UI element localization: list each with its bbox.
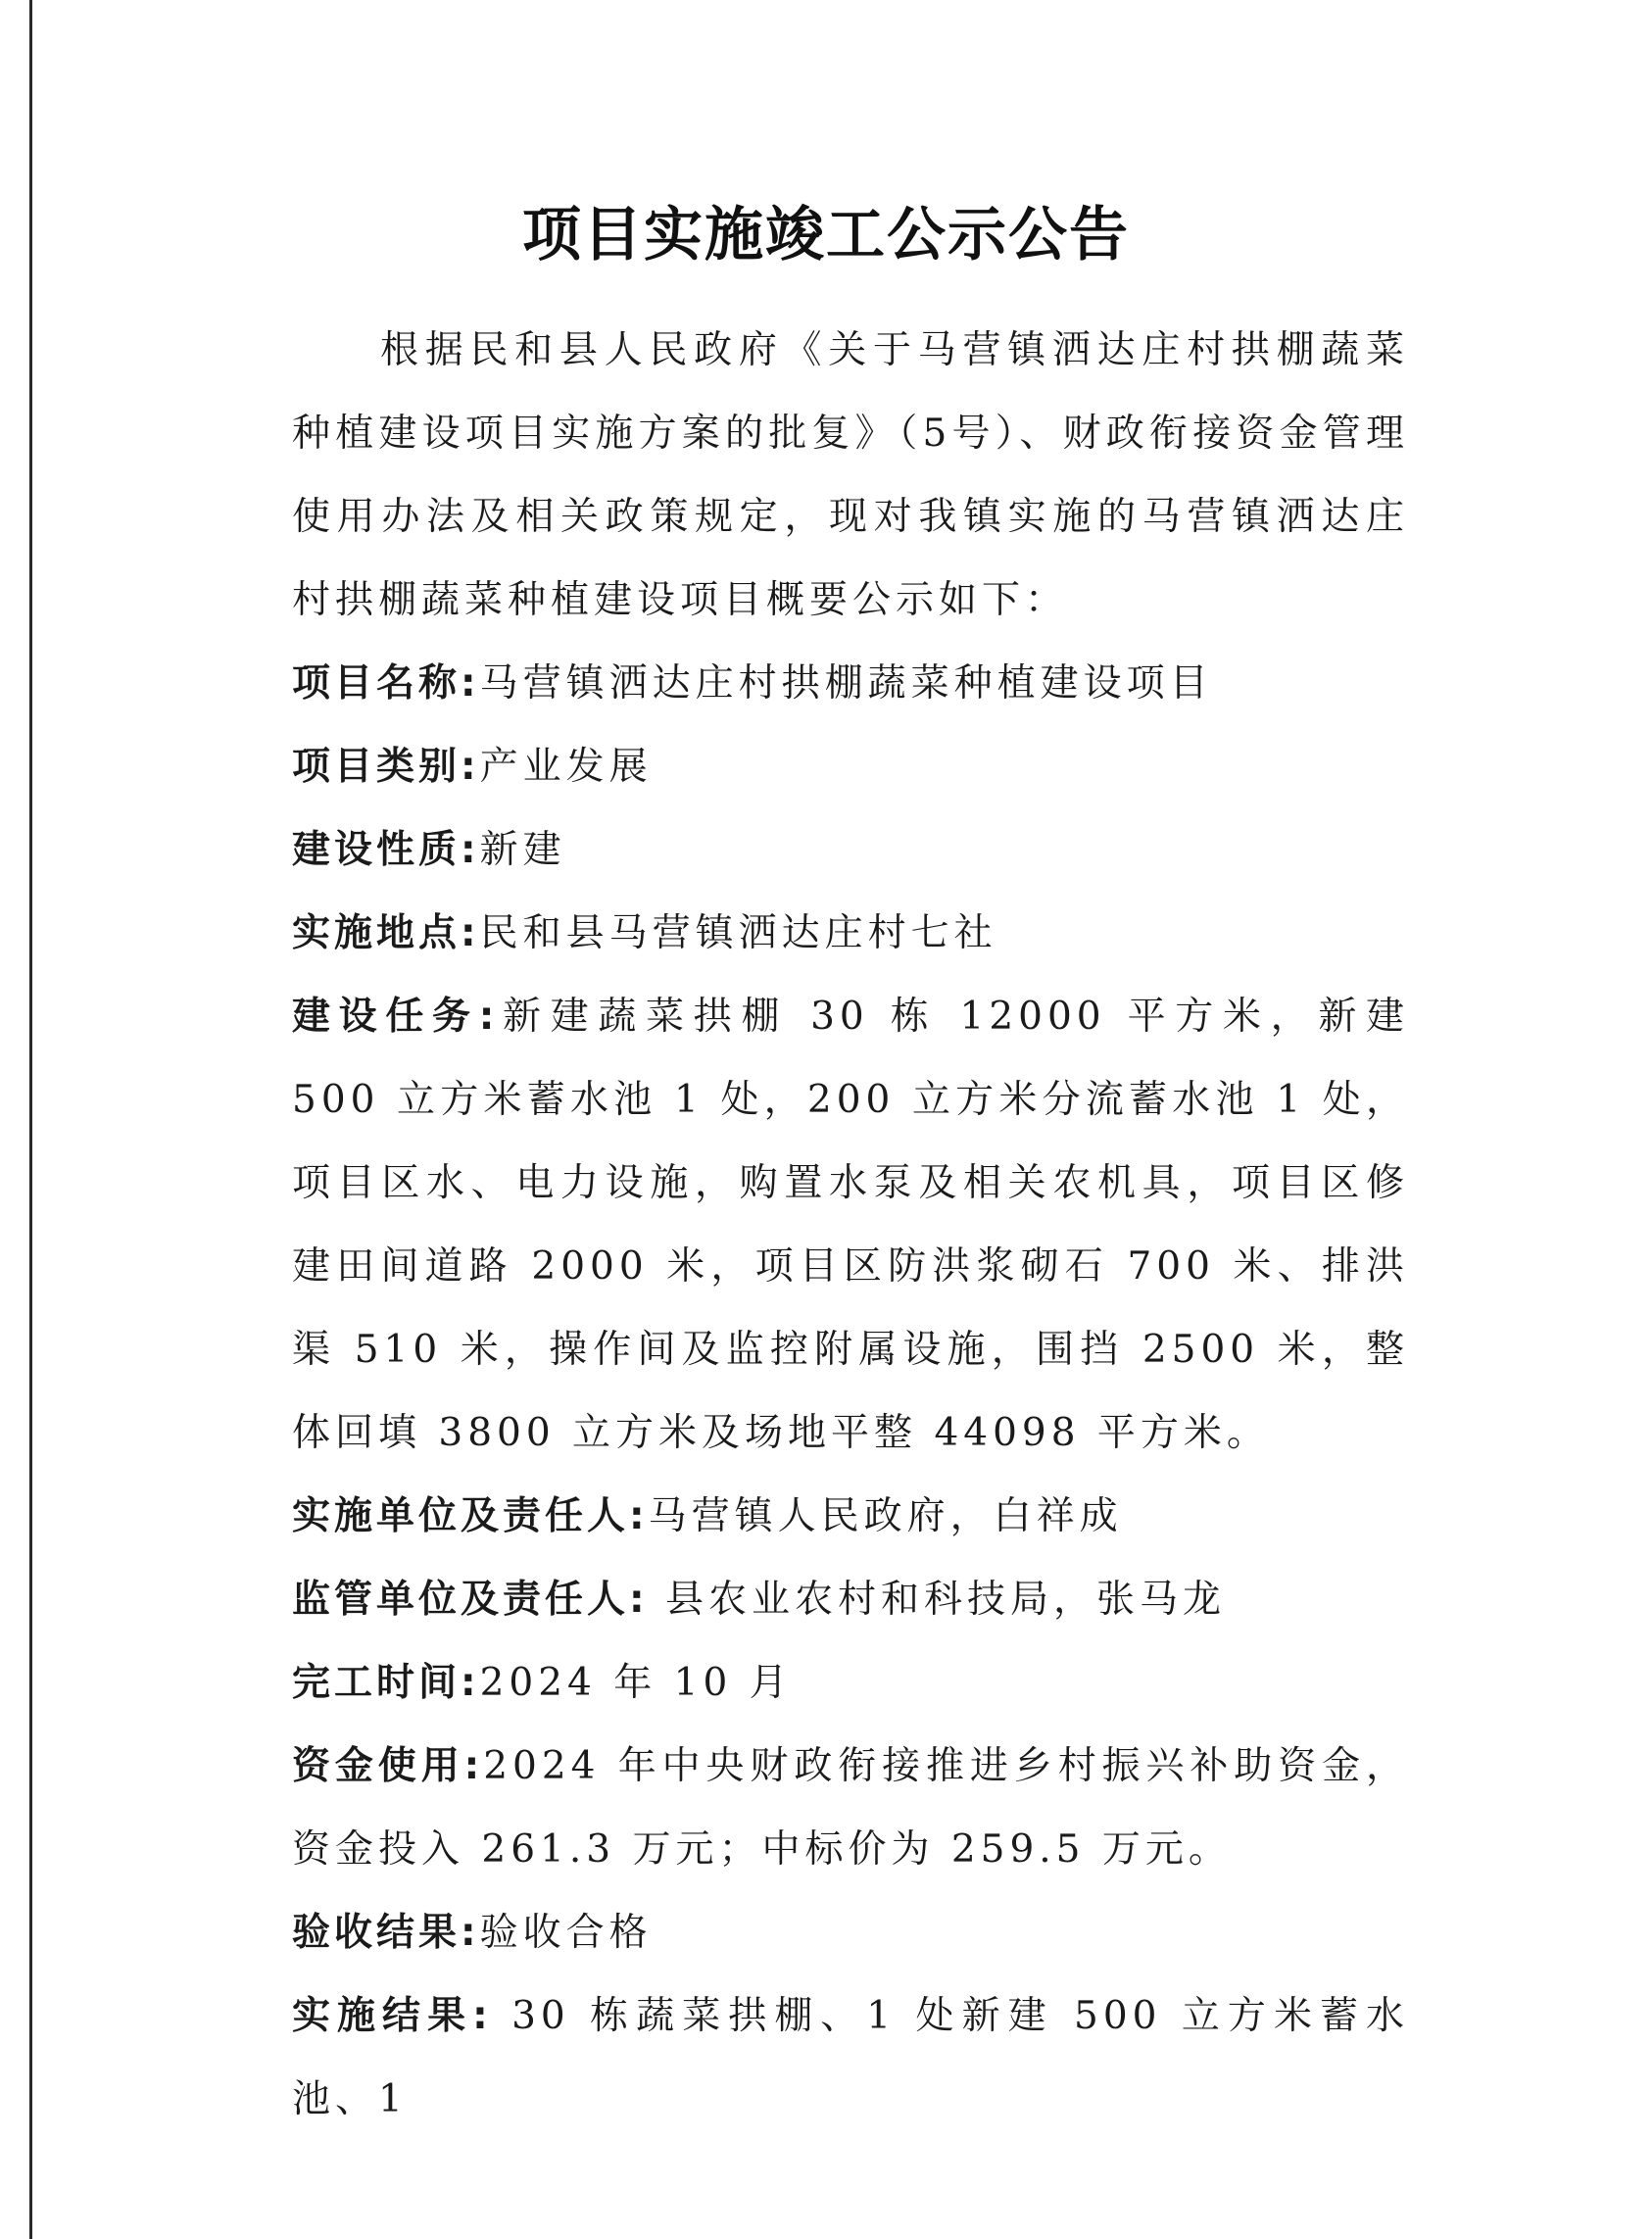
field-construction-nature (292, 808, 1409, 892)
field-label: 实施结果: (292, 1994, 492, 2038)
field-value: 马营镇人民政府，白祥成 (648, 1494, 1123, 1538)
field-construction-tasks (292, 975, 1409, 1475)
field-project-category (292, 725, 1409, 808)
field-project-name (292, 642, 1409, 725)
field-implementation-result (292, 1974, 1409, 2141)
field-value: 马营镇洒达庄村拱棚蔬菜种植建设项目 (479, 661, 1213, 706)
field-value: 新建 (479, 828, 566, 872)
scan-page-edge (29, 0, 32, 2239)
field-label: 项目类别: (292, 745, 480, 789)
field-label: 建设性质: (292, 828, 480, 872)
field-label: 实施单位及责任人: (292, 1494, 649, 1538)
document-title: 项目实施竣工公示公告 (522, 201, 1130, 269)
field-label: 完工时间: (292, 1661, 480, 1705)
field-value: 民和县马营镇洒达庄村七社 (479, 911, 997, 955)
field-label: 资金使用: (292, 1744, 484, 1788)
field-label: 监管单位及责任人: (292, 1578, 649, 1622)
field-value: 县农业农村和科技局，张马龙 (648, 1578, 1227, 1622)
field-value: 30 栋蔬菜拱棚、1 处新建 500 立方米蓄水池、1 (292, 1994, 1409, 2121)
field-value: 新建蔬菜拱棚 30 栋 12000 平方米，新建 500 立方米蓄水池 1 处，200 立方米分流蓄水池 1 处，项目区水、电力设施，购置水泵及相关农机具，项目区修建田间道路 2000 米，项目区防洪浆砌石 700 米、排洪渠 510 米，操作间及监控附属设施，围挡 2500 米，整体回填 3800 立方米及场地平整 44098 平方米。 (292, 995, 1409, 1455)
field-implementing-unit (292, 1475, 1409, 1558)
field-value: 产业发展 (479, 745, 653, 789)
field-label: 建设任务: (292, 995, 499, 1039)
field-location (292, 892, 1409, 975)
field-label: 实施地点: (292, 911, 480, 955)
field-fund-usage (292, 1725, 1409, 1891)
field-acceptance-result (292, 1891, 1409, 1974)
intro-paragraph: 根据民和县人民政府《关于马营镇洒达庄村拱棚蔬菜种植建设项目实施方案的批复》（5号）、财政衔接资金管理使用办法及相关政策规定，现对我镇实施的马营镇洒达庄村拱棚蔬菜种植建设项目概要公示如下： (292, 328, 1409, 622)
field-value: 2024 年 10 月 (479, 1661, 793, 1705)
field-completion-time (292, 1641, 1409, 1725)
field-supervising-unit (292, 1558, 1409, 1641)
field-label: 项目名称: (292, 661, 480, 706)
field-value: 验收合格 (479, 1911, 653, 1955)
document-body (292, 309, 1409, 2141)
field-value: 2024 年中央财政衔接推进乡村振兴补助资金，资金投入 261.3 万元；中标价为 259.5 万元。 (292, 1744, 1409, 1872)
field-label: 验收结果: (292, 1911, 480, 1955)
